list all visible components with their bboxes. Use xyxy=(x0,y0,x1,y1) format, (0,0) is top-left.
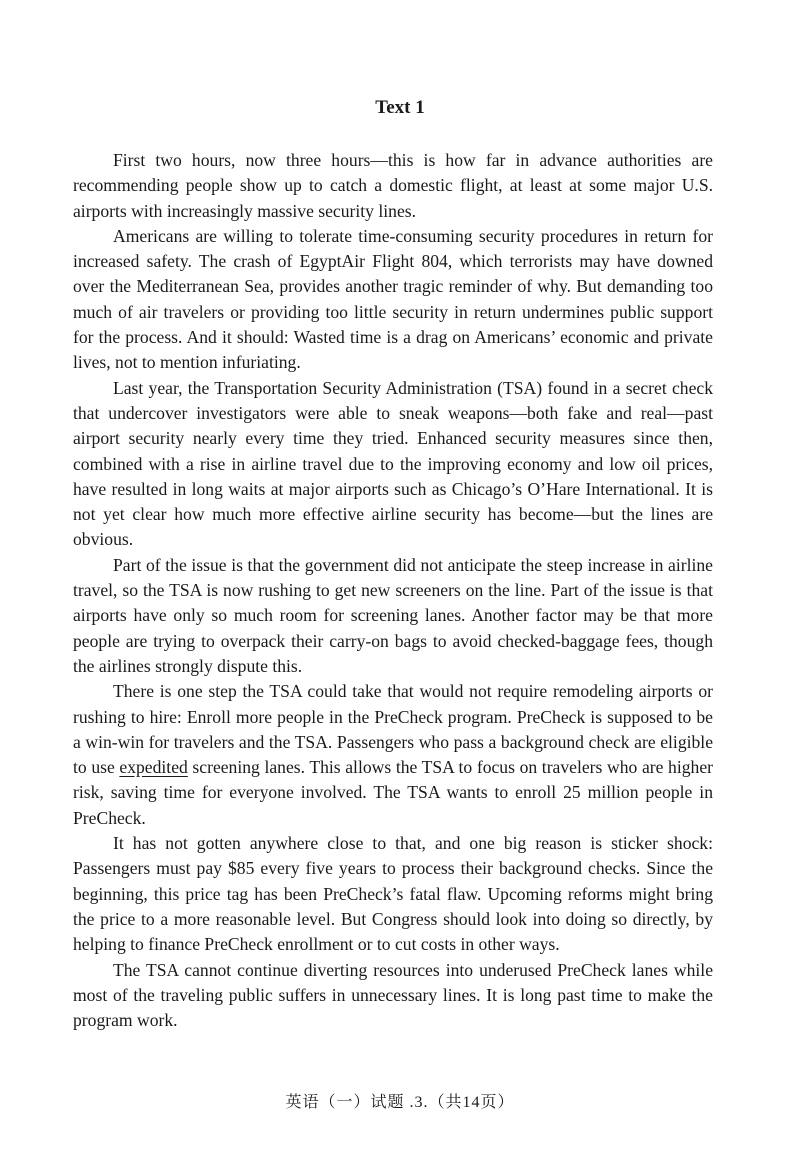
page-footer: 英语（一）试题 .3.（共14页） xyxy=(285,1094,515,1111)
paragraph-5 xyxy=(73,679,713,831)
paragraph-7: The TSA cannot continue diverting resources into underused PreCheck lanes while most of the traveling public suffers in unnecessary lines. It is long past time to make the program work. xyxy=(73,959,713,1031)
paragraph-4: Part of the issue is that the government did not anticipate the steep increase in airline travel, so the TSA is now rushing to get new screeners on the line. Part of the issue is that airports have only so much room for screening lanes. Another factor may be that more people are trying to overpack their carry-on bags to avoid checked-baggage fees, though the airlines strongly dispute this. xyxy=(73,554,713,676)
paragraph-5-after: screening lanes. This allows the TSA to focus on travelers who are higher risk, saving time for everyone involved. The TSA wants to enroll 25 million people in PreCheck. xyxy=(73,757,713,828)
paragraph-2: Americans are willing to tolerate time-consuming security procedures in return for increased safety. The crash of EgyptAir Flight 804, which terrorists may have downed over the Mediterranean Sea, provides another tragic reminder of why. But demanding too much of air travelers or providing too little security in return undermines public support for the process. And it should: Wasted time is a drag on Americans’ economic and private lives, not to mention infuriating. xyxy=(73,225,713,373)
paragraph-3: Last year, the Transportation Security Administration (TSA) found in a secret check that undercover investigators were able to sneak weapons—both fake and real—past airport security nearly every time they tried. Enhanced security measures since then, combined with a rise in airline travel due to the improving economy and low oil prices, have resulted in long waits at major airports such as Chicago’s O’Hare International. It is not yet clear how much more effective airline security has become—but the lines are obvious. xyxy=(73,377,713,550)
underlined-word-expedited: expedited xyxy=(119,757,188,778)
paragraph-5-before: There is one step the TSA could take that would not require remodeling airports or rushing to hire: Enroll more people in the PreCheck program. PreCheck is supposed to be a win-win for travelers and the TSA. Passengers who pass a background check are eligible to use xyxy=(73,681,713,778)
page-title: Text 1 xyxy=(375,97,425,118)
paragraph-6: It has not gotten anywhere close to that, and one big reason is sticker shock: Passengers must pay $85 every five years to process their background checks. Since the beginning, this price tag has been PreCheck’s fatal flaw. Upcoming reforms might bring the price to a more reasonable level. But Congress should look into doing so directly, by helping to finance PreCheck enrollment or to cut costs in other ways. xyxy=(73,833,713,955)
passage-body xyxy=(73,148,713,1033)
paragraph-1: First two hours, now three hours—this is how far in advance authorities are recommending people show up to catch a domestic flight, at least at some major U.S. airports with increasingly massive security lines. xyxy=(73,150,713,221)
